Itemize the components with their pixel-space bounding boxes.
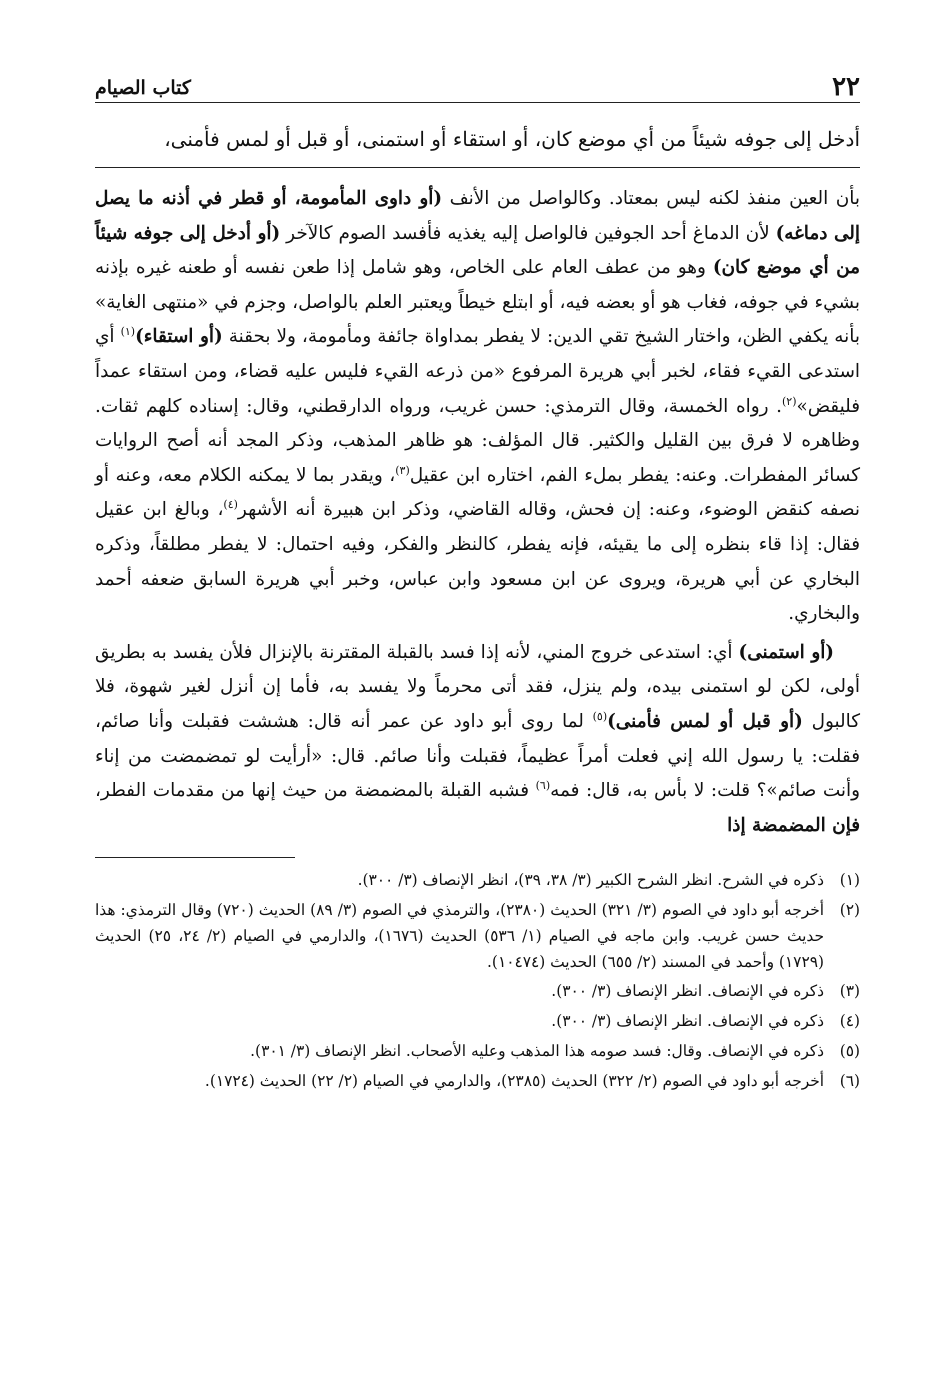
- footnote-ref[interactable]: (٦): [535, 778, 551, 792]
- footnote-number: (٢): [839, 901, 860, 920]
- footnote: [95, 868, 860, 894]
- text-run: وهو من عطف العام على الخاص، وهو شامل إذا طعن نفسه أو طعنه غيره بإذنه بشيء في جوفه، فغاب هو أو بعضه فيه، أو ابتلع خيطاً ويعتبر العلم بالواصل، وجزم في «منتهى الغاية» بأنه يكفي الظن، واختار الشيخ تقي الدين: لا يفطر بمداواة جائفة ومأمومة، ولا بحقنة: [95, 257, 860, 348]
- footnote: [95, 1039, 860, 1065]
- running-header: [95, 68, 860, 103]
- bold-run: فإن المضمضة إذا: [727, 814, 860, 836]
- footnote-ref[interactable]: (٥): [592, 709, 608, 723]
- commentary-paragraph-2: [95, 636, 860, 844]
- footnote-ref[interactable]: (٣): [395, 463, 410, 477]
- book-title: كتاب الصيام: [95, 77, 191, 99]
- book-page: [95, 68, 860, 1338]
- footnote-ref[interactable]: (٤): [223, 498, 238, 512]
- text-run: أي استدعى القيء فقاء، لخبر أبي هريرة المرفوع «من ذرعه القيء فليس عليه قضاء، ومن استقاء عمداً فليقض»: [95, 326, 860, 417]
- matn-quote: (أو استمنى): [738, 641, 835, 663]
- footnote: [95, 1009, 860, 1035]
- footnote-number: (٥): [839, 1042, 860, 1061]
- footnote: [95, 979, 860, 1005]
- text-run: فشبه القبلة بالمضمضة من حيث إنها من مقدمات الفطر،: [95, 780, 536, 802]
- footnote-text: ذكره في الإنصاف. انظر الإنصاف (٣/ ٣٠٠).: [551, 1012, 824, 1031]
- matn-quote: (أو قبل أو لمس فأمنى): [607, 710, 803, 732]
- text-run: ، ويقدر بما لا يمكنه الكلام معه، وعنه أو نصفه كنقض الوضوء، وعنه: إن فحش، وقاله القاضي، وذكر ابن هبيرة أنه الأشهر: [95, 464, 860, 521]
- matn-quote: (أو داوى المأمومة، أو قطر في أذنه ما يصل إلى دماغه): [95, 188, 860, 244]
- footnote-text: ذكره في الشرح. انظر الشرح الكبير (٣/ ٣٨، ٣٩)، انظر الإنصاف (٣/ ٣٠٠).: [357, 871, 824, 890]
- footnote-text: ذكره في الإنصاف. وقال: فسد صومه هذا المذهب وعليه الأصحاب. انظر الإنصاف (٣/ ٣٠١).: [250, 1042, 824, 1061]
- footnote-number: (٤): [839, 1012, 860, 1031]
- footnote-number: (٣): [839, 982, 860, 1001]
- text-run: . رواه الخمسة، وقال الترمذي: حسن غريب، ورواه الدارقطني، وقال: إسناده كلهم ثقات. وظاهره لا فرق بين القليل والكثير. قال المؤلف: هو ظاهر المذهب، وذكر المجد أنه أصح الروايات كسائر المفطرات. وعنه: يفطر بملء الفم، اختاره ابن عقيل: [95, 395, 860, 486]
- footnote-text: أخرجه أبو داود في الصوم (٣/ ٣٢١) الحديث (٢٣٨٠)، والترمذي في الصوم (٣/ ٨٩) الحديث (٧٢٠) وقال الترمذي: هذا حديث حسن غريب. وابن ماجه في الصيام (١/ ٥٣٦) الحديث (١٦٧٦)، والدارمي في الصيام (٢/ ٢٤، ٢٥) الحديث (١٧٢٩) وأحمد في المسند (٢/ ٦٥٥) الحديث (١٠٤٧٤).: [95, 901, 825, 971]
- commentary-paragraph-1: [95, 182, 860, 632]
- text-run: ، وبالغ ابن عقيل فقال: إذا قاء بنظره إلى ما يقيئه، فإنه يفطر، كالنظر والفكر، وفيه احتمال: لا يفطر مطلقاً، وذكره البخاري عن أبي هريرة، ويروى عن ابن مسعود وابن عباس، وخبر أبي هريرة السابق ضعفه أحمد والبخاري.: [95, 499, 860, 625]
- footnote-separator: [95, 857, 295, 858]
- footnotes: [95, 868, 860, 1094]
- matn-quote: (أو استقاء): [135, 326, 223, 348]
- footnote: [95, 898, 860, 975]
- footnote-ref[interactable]: (١): [120, 325, 136, 339]
- footnote-ref[interactable]: (٢): [781, 394, 797, 408]
- text-run: أي: استدعى خروج المني، لأنه إذا فسد بالقبلة المقترنة بالإنزال فلأن يفسد به بطريق أولى، لكن لو استمنى بيده، ولم ينزل، فقد أتى محرماً ولا يفسد به، فأما إن أنزل لغير شهوة، فلا كالبول: [95, 641, 860, 732]
- matn-text: أدخل إلى جوفه شيئاً من أي موضع كان، أو استقاء أو استمنى، أو قبل أو لمس فأمنى،: [95, 121, 860, 168]
- footnote-number: (٦): [839, 1071, 860, 1090]
- footnote: [95, 1069, 860, 1095]
- footnote-text: ذكره في الإنصاف. انظر الإنصاف (٣/ ٣٠٠).: [551, 982, 824, 1001]
- matn-quote: (أو أدخل إلى جوفه شيئاً من أي موضع كان): [95, 222, 861, 279]
- footnote-text: أخرجه أبو داود في الصوم (٢/ ٣٢٢) الحديث (٢٣٨٥)، والدارمي في الصيام (٢/ ٢٢) الحديث (١٧٢٤).: [204, 1071, 824, 1090]
- text-run: لأن الدماغ أحد الجوفين فالواصل إليه يغذيه فأفسد الصوم كالآخر: [280, 222, 776, 244]
- text-run: بأن العين منفذ لكنه ليس بمعتاد. وكالواصل من الأنف: [442, 188, 860, 209]
- page-number: ٢٢: [832, 72, 860, 102]
- text-run: لما روى أبو داود عن عمر أنه قال: هششت فقبلت وأنا صائم، فقلت: يا رسول الله إني فعلت أمراً عظيماً، فقبلت وأنا صائم. قال: «أرأيت لو تمضمضت من إناء وأنت صائم»؟ قلت: لا بأس به، قال: فمه: [95, 710, 860, 802]
- footnote-number: (١): [839, 871, 860, 890]
- commentary: [95, 182, 860, 843]
